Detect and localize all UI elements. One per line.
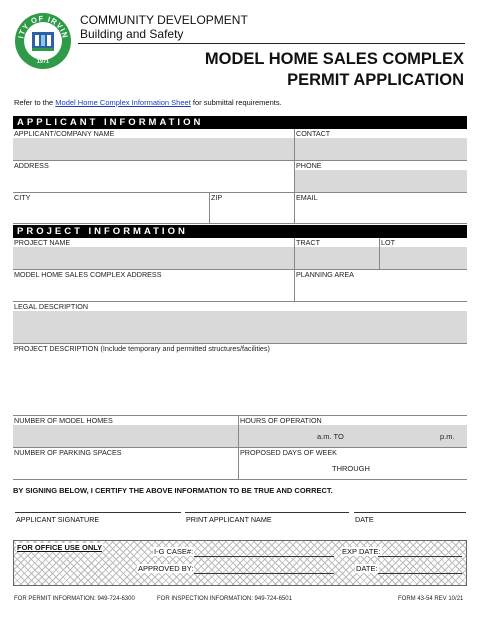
project-section-heading: PROJECT INFORMATION (13, 225, 467, 238)
print-name-line[interactable] (185, 512, 349, 513)
document-title (205, 49, 464, 91)
company-name-label: APPLICANT/COMPANY NAME (13, 129, 294, 138)
planning-area-field[interactable] (295, 270, 467, 301)
project-section (13, 225, 467, 480)
email-label: EMAIL (295, 193, 467, 202)
project-name-field[interactable] (13, 238, 295, 269)
inspection-phone: FOR INSPECTION INFORMATION: 949-724-6501 (157, 596, 292, 602)
exp-date-label: EXP DATE: (342, 547, 381, 556)
signature-date-line[interactable] (354, 512, 466, 513)
info-sheet-link[interactable]: Model Home Complex Information Sheet (55, 98, 191, 107)
zip-field[interactable] (210, 193, 295, 223)
applicant-section (13, 116, 467, 224)
permit-phone: FOR PERMIT INFORMATION: 949-724-6300 (14, 596, 135, 602)
header-divider (78, 43, 465, 44)
print-name-label: PRINT APPLICANT NAME (186, 515, 272, 524)
title-line-1: MODEL HOME SALES COMPLEX (204, 50, 464, 68)
office-date-label: DATE: (356, 564, 378, 573)
case-number-line[interactable] (194, 556, 334, 557)
department-heading (80, 13, 248, 41)
days-of-week-label: PROPOSED DAYS OF WEEK (239, 448, 467, 457)
hours-of-operation-field[interactable] (239, 416, 467, 447)
applicant-signature-label: APPLICANT SIGNATURE (16, 515, 100, 524)
company-name-field[interactable] (13, 129, 295, 160)
exp-date-line[interactable] (378, 556, 462, 557)
refer-suffix: for submittal requirements. (192, 98, 282, 107)
approved-by-line[interactable] (194, 573, 334, 574)
title-line-2: PERMIT APPLICATION (287, 71, 464, 89)
submittal-reference (14, 98, 282, 107)
approved-by-label: APPROVED BY: (138, 564, 194, 573)
parking-spaces-label: NUMBER OF PARKING SPACES (13, 448, 238, 457)
seal-year: 1971 (36, 59, 50, 65)
signature-section (13, 486, 467, 524)
pm-label: p.m. (440, 432, 455, 441)
project-description-label: PROJECT DESCRIPTION (Include temporary and permitted structures/facilities) (13, 344, 467, 353)
am-to-label: a.m. TO (317, 432, 344, 441)
zip-label: ZIP (210, 193, 294, 202)
applicant-section-heading: APPLICANT INFORMATION (13, 116, 467, 129)
seal-text: ITY OF IRVIN (16, 13, 70, 40)
city-label: CITY (13, 193, 209, 202)
office-date-line[interactable] (378, 573, 462, 574)
office-use-box (13, 540, 467, 586)
address-label: ADDRESS (13, 161, 294, 170)
hours-label: HOURS OF OPERATION (239, 416, 467, 425)
model-homes-field[interactable] (13, 416, 239, 447)
department-name: COMMUNITY DEVELOPMENT (80, 13, 248, 27)
address-field[interactable] (13, 161, 295, 192)
project-description-field[interactable] (13, 344, 467, 415)
planning-area-label: PLANNING AREA (295, 270, 467, 279)
lot-label: LOT (380, 238, 467, 247)
complex-address-label: MODEL HOME SALES COMPLEX ADDRESS (13, 270, 294, 279)
phone-label: PHONE (295, 161, 467, 170)
refer-prefix: Refer to the (14, 98, 54, 107)
lot-field[interactable] (380, 238, 467, 269)
city-field[interactable] (13, 193, 210, 223)
tract-field[interactable] (295, 238, 380, 269)
certification-statement: BY SIGNING BELOW, I CERTIFY THE ABOVE INFORMATION TO BE TRUE AND CORRECT. (13, 486, 333, 495)
case-number-label: I-G CASE#: (154, 547, 194, 556)
through-label: THROUGH (332, 464, 370, 473)
office-use-title: FOR OFFICE USE ONLY (17, 543, 103, 552)
model-homes-label: NUMBER OF MODEL HOMES (13, 416, 238, 425)
complex-address-field[interactable] (13, 270, 295, 301)
contact-label: CONTACT (295, 129, 467, 138)
project-name-label: PROJECT NAME (13, 238, 294, 247)
applicant-signature-line[interactable] (15, 512, 181, 513)
days-of-week-field[interactable] (239, 448, 467, 479)
form-number: FORM 43-54 REV 10/21 (398, 596, 464, 602)
division-name: Building and Safety (80, 27, 184, 41)
signature-date-label: DATE (355, 515, 374, 524)
email-field[interactable] (295, 193, 467, 223)
legal-description-field[interactable] (13, 302, 467, 343)
legal-description-label: LEGAL DESCRIPTION (13, 302, 467, 311)
tract-label: TRACT (295, 238, 379, 247)
parking-spaces-field[interactable] (13, 448, 239, 479)
phone-field[interactable] (295, 161, 467, 192)
contact-field[interactable] (295, 129, 467, 160)
city-of-irvine-seal (14, 12, 72, 70)
